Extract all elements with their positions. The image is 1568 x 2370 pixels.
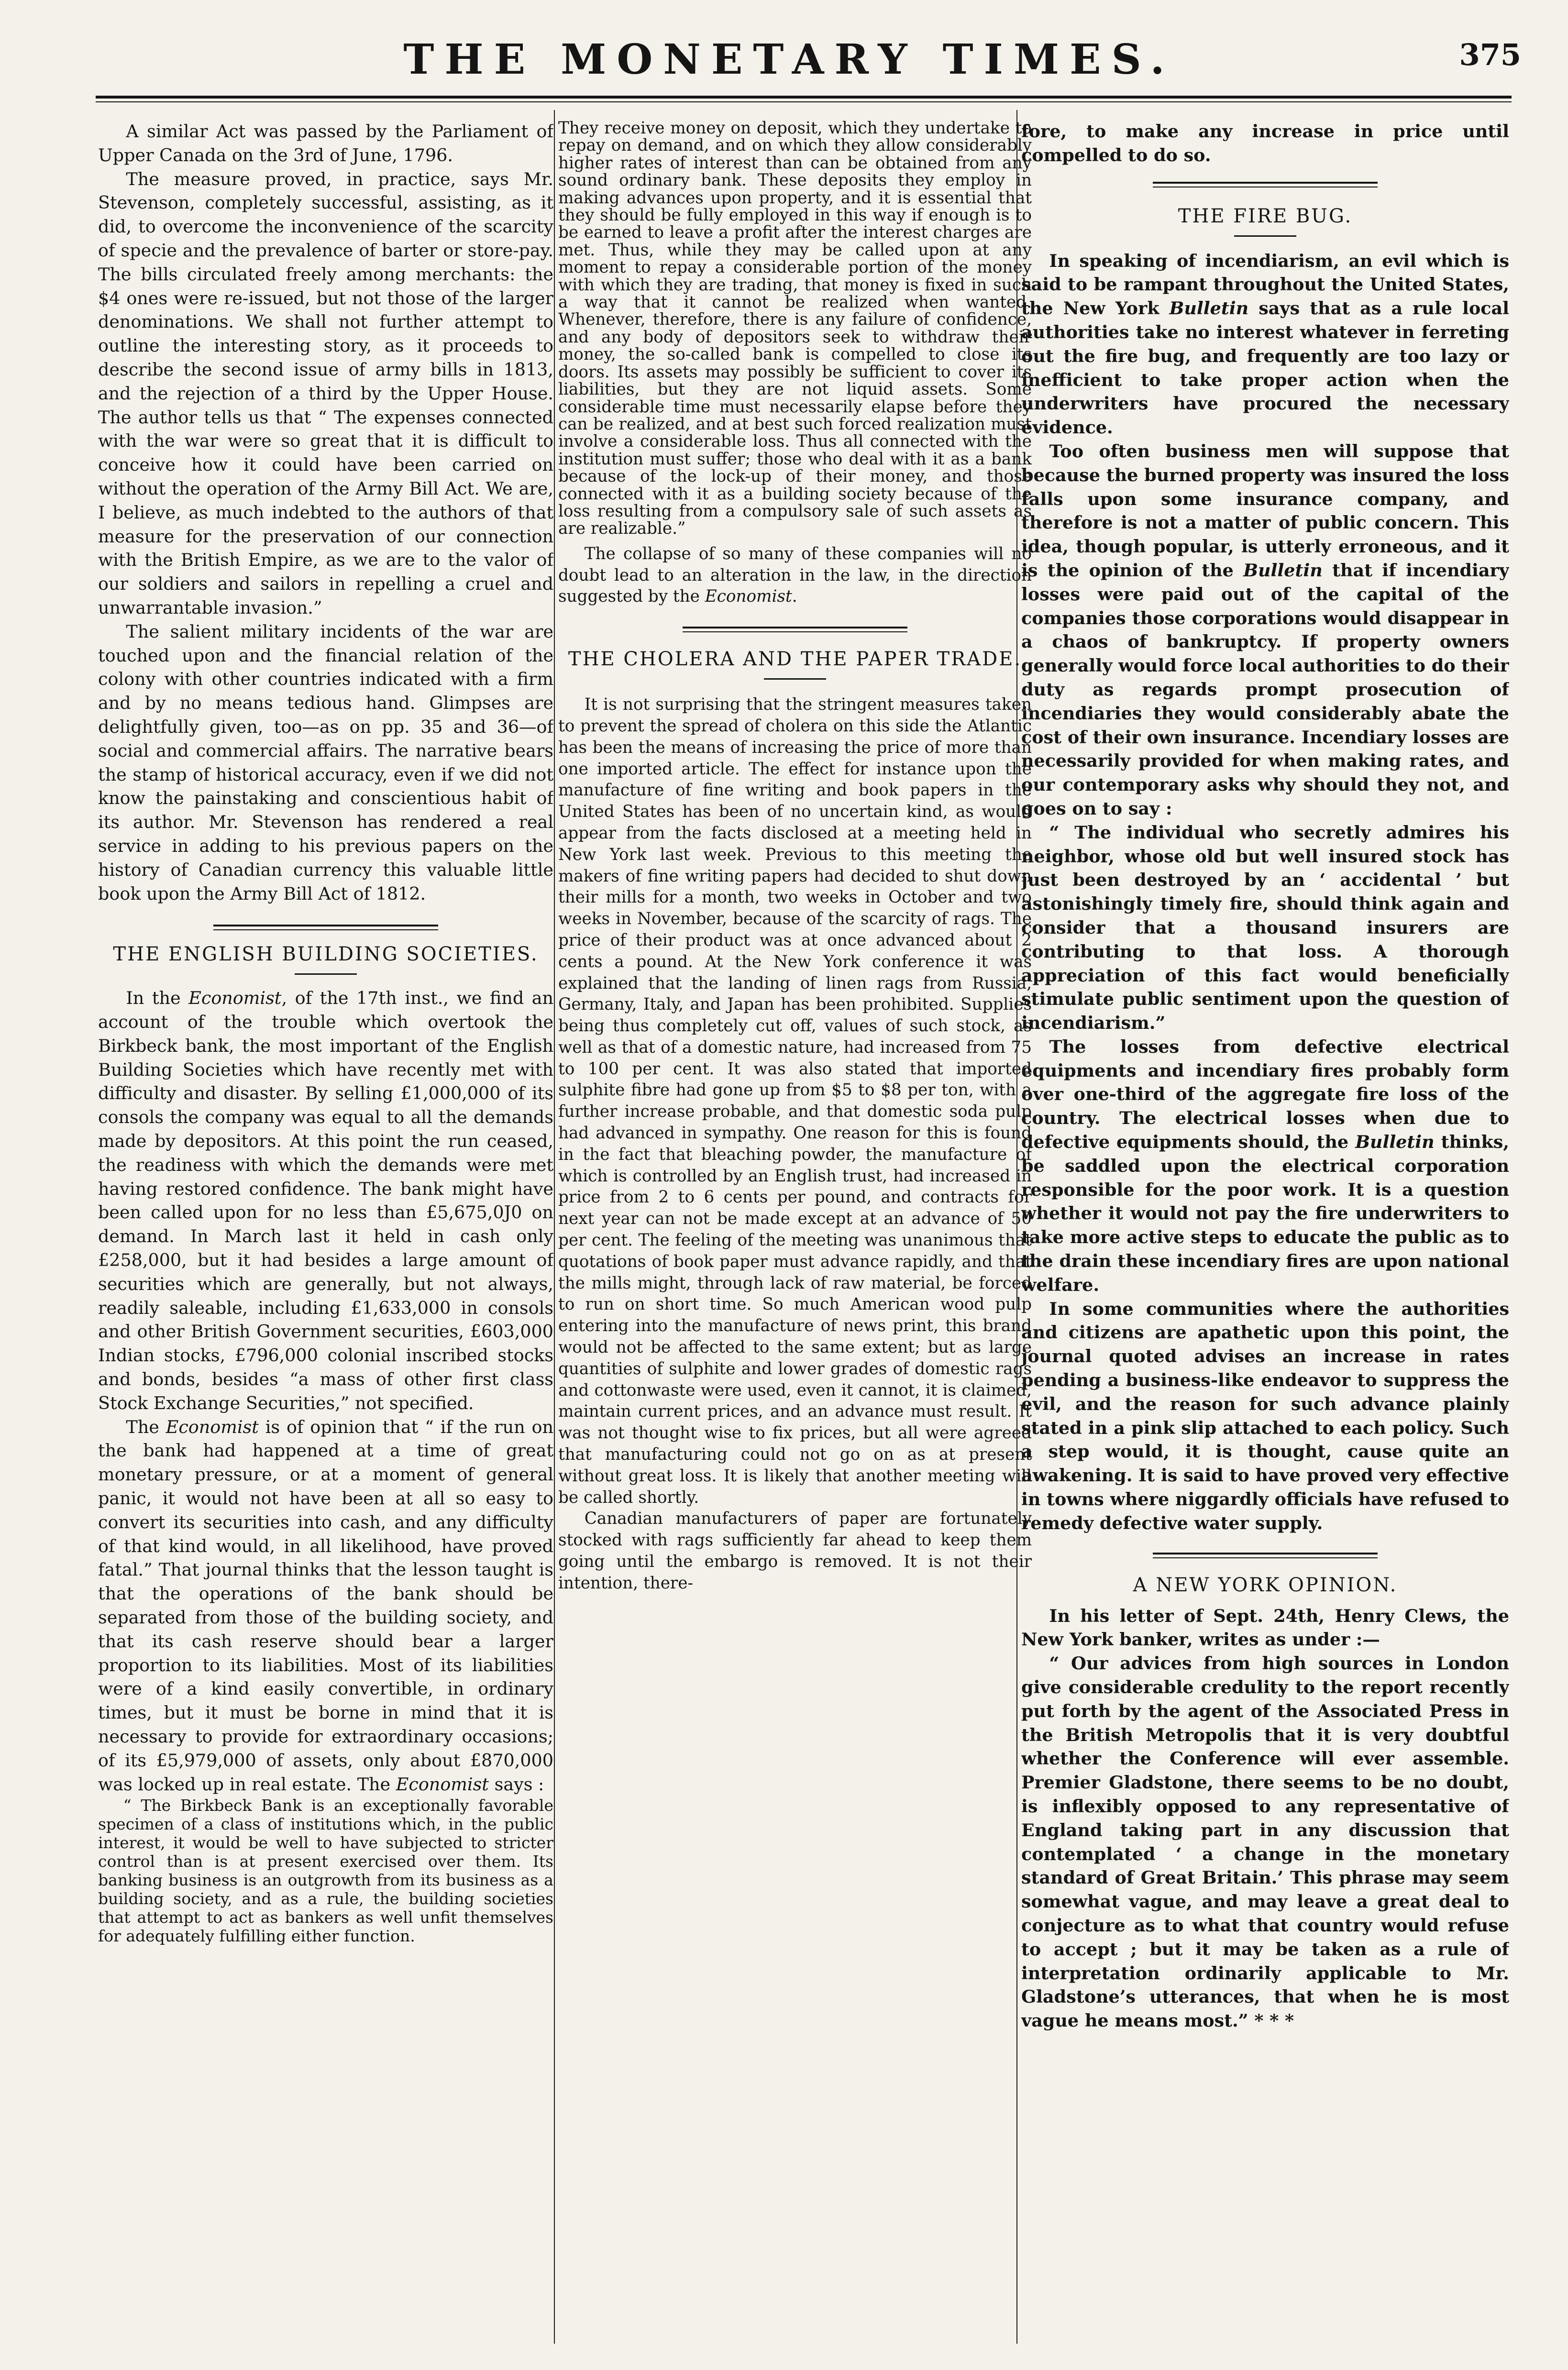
header-rule <box>96 96 1512 99</box>
paragraph: The losses from defective electrical equipments and incendiary fires probably form over one-third of the aggregate fire loss of the country. The electrical losses when due to defective equipments should, the Bulletin thinks, be saddled upon the electrical corporation responsible for the poor work. It is a question whether it would not pay the fire underwriters to take more active steps to educate the public as to the drain these incendiary fires are upon national welfare. <box>1021 1036 1509 1295</box>
section-rule <box>683 627 907 632</box>
paragraph: Canadian manufacturers of paper are fortunately stocked with rags sufficiently far ahead to keep them going until the embargo is removed. It is not their intention, there- <box>558 1509 1032 1593</box>
paragraph: fore, to make any increase in price until compelled to do so. <box>1021 121 1509 165</box>
block-quote: “ The individual who secretly admires his neighbor, whose old but well insured stock has just been destroyed by an ‘ accidental ’ but astonishingly timely fire, should think again and consider that a thousand insurers are contributing to that loss. A thorough appreciation of this fact would beneficially stimulate public sentiment upon the question of incendiarism.” <box>1021 822 1509 1034</box>
block-quote: “ The Birkbeck Bank is an exceptionally favorable specimen of a class of institutions which, in the public interest, it would be well to have subjected to stricter control than is at present exercised over them. Its banking business is an outgrowth from its business as a building society, and as a rule, the building societies that attempt to act as bankers as well unfit themselves for adequately fulfilling either function. <box>98 1796 553 1946</box>
paragraph: In speaking of incendiarism, an evil which is said to be rampant throughout the United States, the New York Bulletin says that as a rule local authorities take no interest whatever in ferreting out the fire bug, and frequently are too lazy or inefficient to take proper action when the underwriters have procured the necessary evidence. <box>1021 250 1509 438</box>
column-1 <box>98 120 553 2339</box>
article-heading: A NEW YORK OPINION. <box>1133 1574 1398 1596</box>
header-rule-thin <box>96 101 1512 102</box>
block-quote: “ Our advices from high sources in London give considerable credulity to the report recently put forth by the agent of the Associated Press in the British Metropolis that it is very doubtful whether the Conference will ever assemble. Premier Gladstone, there seems to be no doubt, is inflexibly opposed to any representative of England taking part in any discussion that contemplated ‘ a change in the monetary standard of Great Britain.’ This phrase may seem somewhat vague, and may leave a great deal to conjecture as to what that country would refuse to accept ; but it may be taken as a rule of interpretation ordinarily applicable to Mr. Gladstone’s utterances, that when he is most vague he means most.” * * * <box>1021 1653 1509 2031</box>
column-3 <box>1021 120 1509 2339</box>
column-divider-1 <box>554 110 555 2344</box>
masthead-title: THE MONETARY TIMES. <box>403 35 1175 84</box>
column-2 <box>558 120 1032 2339</box>
paragraph: The salient military incidents of the war are touched upon and the financial relation of the colony with other countries indicated with a firm and by no means tedious hand. Glimpses are delightfully given, too—as on pp. 35 and 36—of social and commercial affairs. The narrative bears the stamp of historical accuracy, even if we did not know the painstaking and conscientious habit of its author. Mr. Stevenson has rendered a real service in adding to his previous papers on the history of Canadian currency this valuable little book upon the Army Bill Act of 1812. <box>98 621 553 904</box>
section-rule <box>213 925 438 930</box>
article-heading: THE FIRE BUG. <box>1178 205 1353 227</box>
paragraph: In his letter of Sept. 24th, Henry Clews, the New York banker, writes as under :— <box>1021 1605 1509 1650</box>
paragraph: The Economist is of opinion that “ if the run on the bank had happened at a time of great monetary pressure, or at a moment of general panic, it would not have been at all so easy to convert its securities into cash, and any difficulty of that kind would, in all likelihood, have proved fatal.” That journal thinks that the lesson taught is that the operations of the bank should be separated from those of the building society, and that its cash reserve should bear a larger proportion to its liabilities. Most of its liabilities were of a kind easily convertible, in ordinary times, but it must be borne in mind that it is necessary to provide for extraordinary occasions; of its £5,979,000 of assets, only about £870,000 was locked up in real estate. The Economist says : <box>98 1416 553 1795</box>
paragraph: In some communities where the authorities and citizens are apathetic upon this point, the journal quoted advises an increase in rates pending a business-like endeavor to suppress the evil, and the reason for such advance plainly stated in a pink slip attached to each policy. Such a step would, it is thought, cause quite an awakening. It is said to have proved very effective in towns where niggardly officials have refused to remedy defective water supply. <box>1021 1298 1509 1533</box>
paragraph: A similar Act was passed by the Parliament of Upper Canada on the 3rd of June, 1796. <box>98 121 553 165</box>
article-heading: THE CHOLERA AND THE PAPER TRADE. <box>568 648 1022 671</box>
paragraph: The collapse of so many of these companies will no doubt lead to an alteration in the law, in the direction suggested by the Economist. <box>558 544 1032 606</box>
section-rule <box>1153 182 1378 187</box>
page-number: 375 <box>1459 37 1521 72</box>
paragraph: The measure proved, in practice, says Mr. Stevenson, completely successful, assisting, as it did, to overcome the inconvenience of the scarcity of specie and the prevalence of barter or store-pay. The bills circulated freely among merchants: the $4 ones were re-issued, but not those of the larger denominations. We shall not further attempt to outline the interesting story, as it proceeds to describe the second issue of army bills in 1813, and the rejection of a third by the Upper House. The author tells us that “ The expenses connected with the war were so great that it is difficult to conceive how it could have been carried on without the operation of the Army Bill Act. We are, I believe, as much indebted to the authors of that measure for the preservation of our connection with the British Empire, as we are to the valor of our soldiers and sailors in repelling a cruel and unwarrantable invasion.” <box>98 168 553 618</box>
paragraph: Too often business men will suppose that because the burned property was insured the loss falls upon some insurance company, and therefore is not a matter of public concern. This idea, though popular, is utterly erroneous, and it is the opinion of the Bulletin that if incendiary losses were paid out of the capital of the companies those corporations would disappear in a chaos of bankruptcy. If property owners generally would force local authorities to do their duty as regards prompt prosecution of incendiaries they would considerably abate the cost of their own insurance. Incendiary losses are necessarily provided for when making rates, and our contemporary asks why should they not, and goes on to say : <box>1021 441 1509 819</box>
block-quote: They receive money on deposit, which they undertake to repay on demand, and on which they allow considerably higher rates of interest than can be obtained from any sound ordinary bank. These deposits they employ in making advances upon property, and it is essential that they should be fully employed in this way if enough is to be earned to leave a profit after the interest charges are met. Thus, while they may be called upon at any moment to repay a considerable portion of the money with which they are trading, that money is fixed in such a way that it cannot be realized when wanted. Whenever, therefore, there is any failure of confidence, and any body of depositors seek to withdraw their money, the so-called bank is compelled to close its doors. Its assets may possibly be sufficient to cover its liabilities, but they are not liquid assets. Some considerable time must necessarily elapse before they can be realized, and at best such forced realization must involve a considerable loss. Thus all connected with the institution must suffer; those who deal with it as a bank because of the lock-up of their money, and those connected with it as a building society because of the loss resulting from a compulsory sale of such assets as are realizable.” <box>558 120 1032 539</box>
section-rule <box>1153 1553 1378 1558</box>
paragraph: In the Economist, of the 17th inst., we find an account of the trouble which overtook the Birkbeck bank, the most important of the English Building Societies which have recently met with difficulty and disaster. By selling £1,000,000 of its consols the company was equal to all the demands made by depositors. At this point the run ceased, the readiness with which the demands were met having restored confidence. The bank might have been called upon for no less than £5,675,0J0 on demand. In March last it held in cash only £258,000, but it had besides a large amount of securities which are generally, but not always, readily saleable, including £1,633,000 in consols and other British Government securities, £603,000 Indian stocks, £796,000 colonial inscribed stocks and bonds, besides “a mass of other first class Stock Exchange Securities,” not specified. <box>98 988 553 1413</box>
paragraph: It is not surprising that the stringent measures taken to prevent the spread of cholera on this side the Atlantic has been the means of increasing the price of more than one imported article. The effect for instance upon the manufacture of fine writing and book papers in the United States has been of no uncertain kind, as would appear from the facts disclosed at a meeting held in New York last week. Previous to this meeting the makers of fine writing papers had decided to shut down their mills for a month, two weeks in October and two weeks in November, because of the scarcity of rags. The price of their product was at once advanced about 2 cents a pound. At the New York conference it was explained that the landing of linen rags from Russia, Germany, Italy, and Japan has been prohibited. Supplies being thus completely cut off, values of such stock, as well as that of a domestic nature, had increased from 75 to 100 per cent. It was also stated that imported sulphite fibre had gone up from $5 to $8 per ton, with a further increase probable, and that domestic soda pulp had advanced in sympathy. One reason for this is found in the fact that bleaching powder, the manufacture of which is controlled by an English trust, had increased in price from 2 to 6 cents per pound, and contracts for next year can not be made except at an advance of 50 per cent. The feeling of the meeting was unanimous that quotations of book paper must advance rapidly, and that the mills might, through lack of raw material, be forced to run on short time. So much American wood pulp entering into the manufacture of news print, this brand would not be affected to the same extent; but as large quantities of sulphite and lower grades of domestic rags and cottonwaste were used, even it cannot, it is claimed, maintain current prices, and an advance must result. It was not thought wise to fix prices, but all were agreed that manufacturing could not go on as at present without great loss. It is likely that another meeting will be called shortly. <box>558 695 1032 1507</box>
article-heading: THE ENGLISH BUILDING SOCIETIES. <box>113 943 539 966</box>
